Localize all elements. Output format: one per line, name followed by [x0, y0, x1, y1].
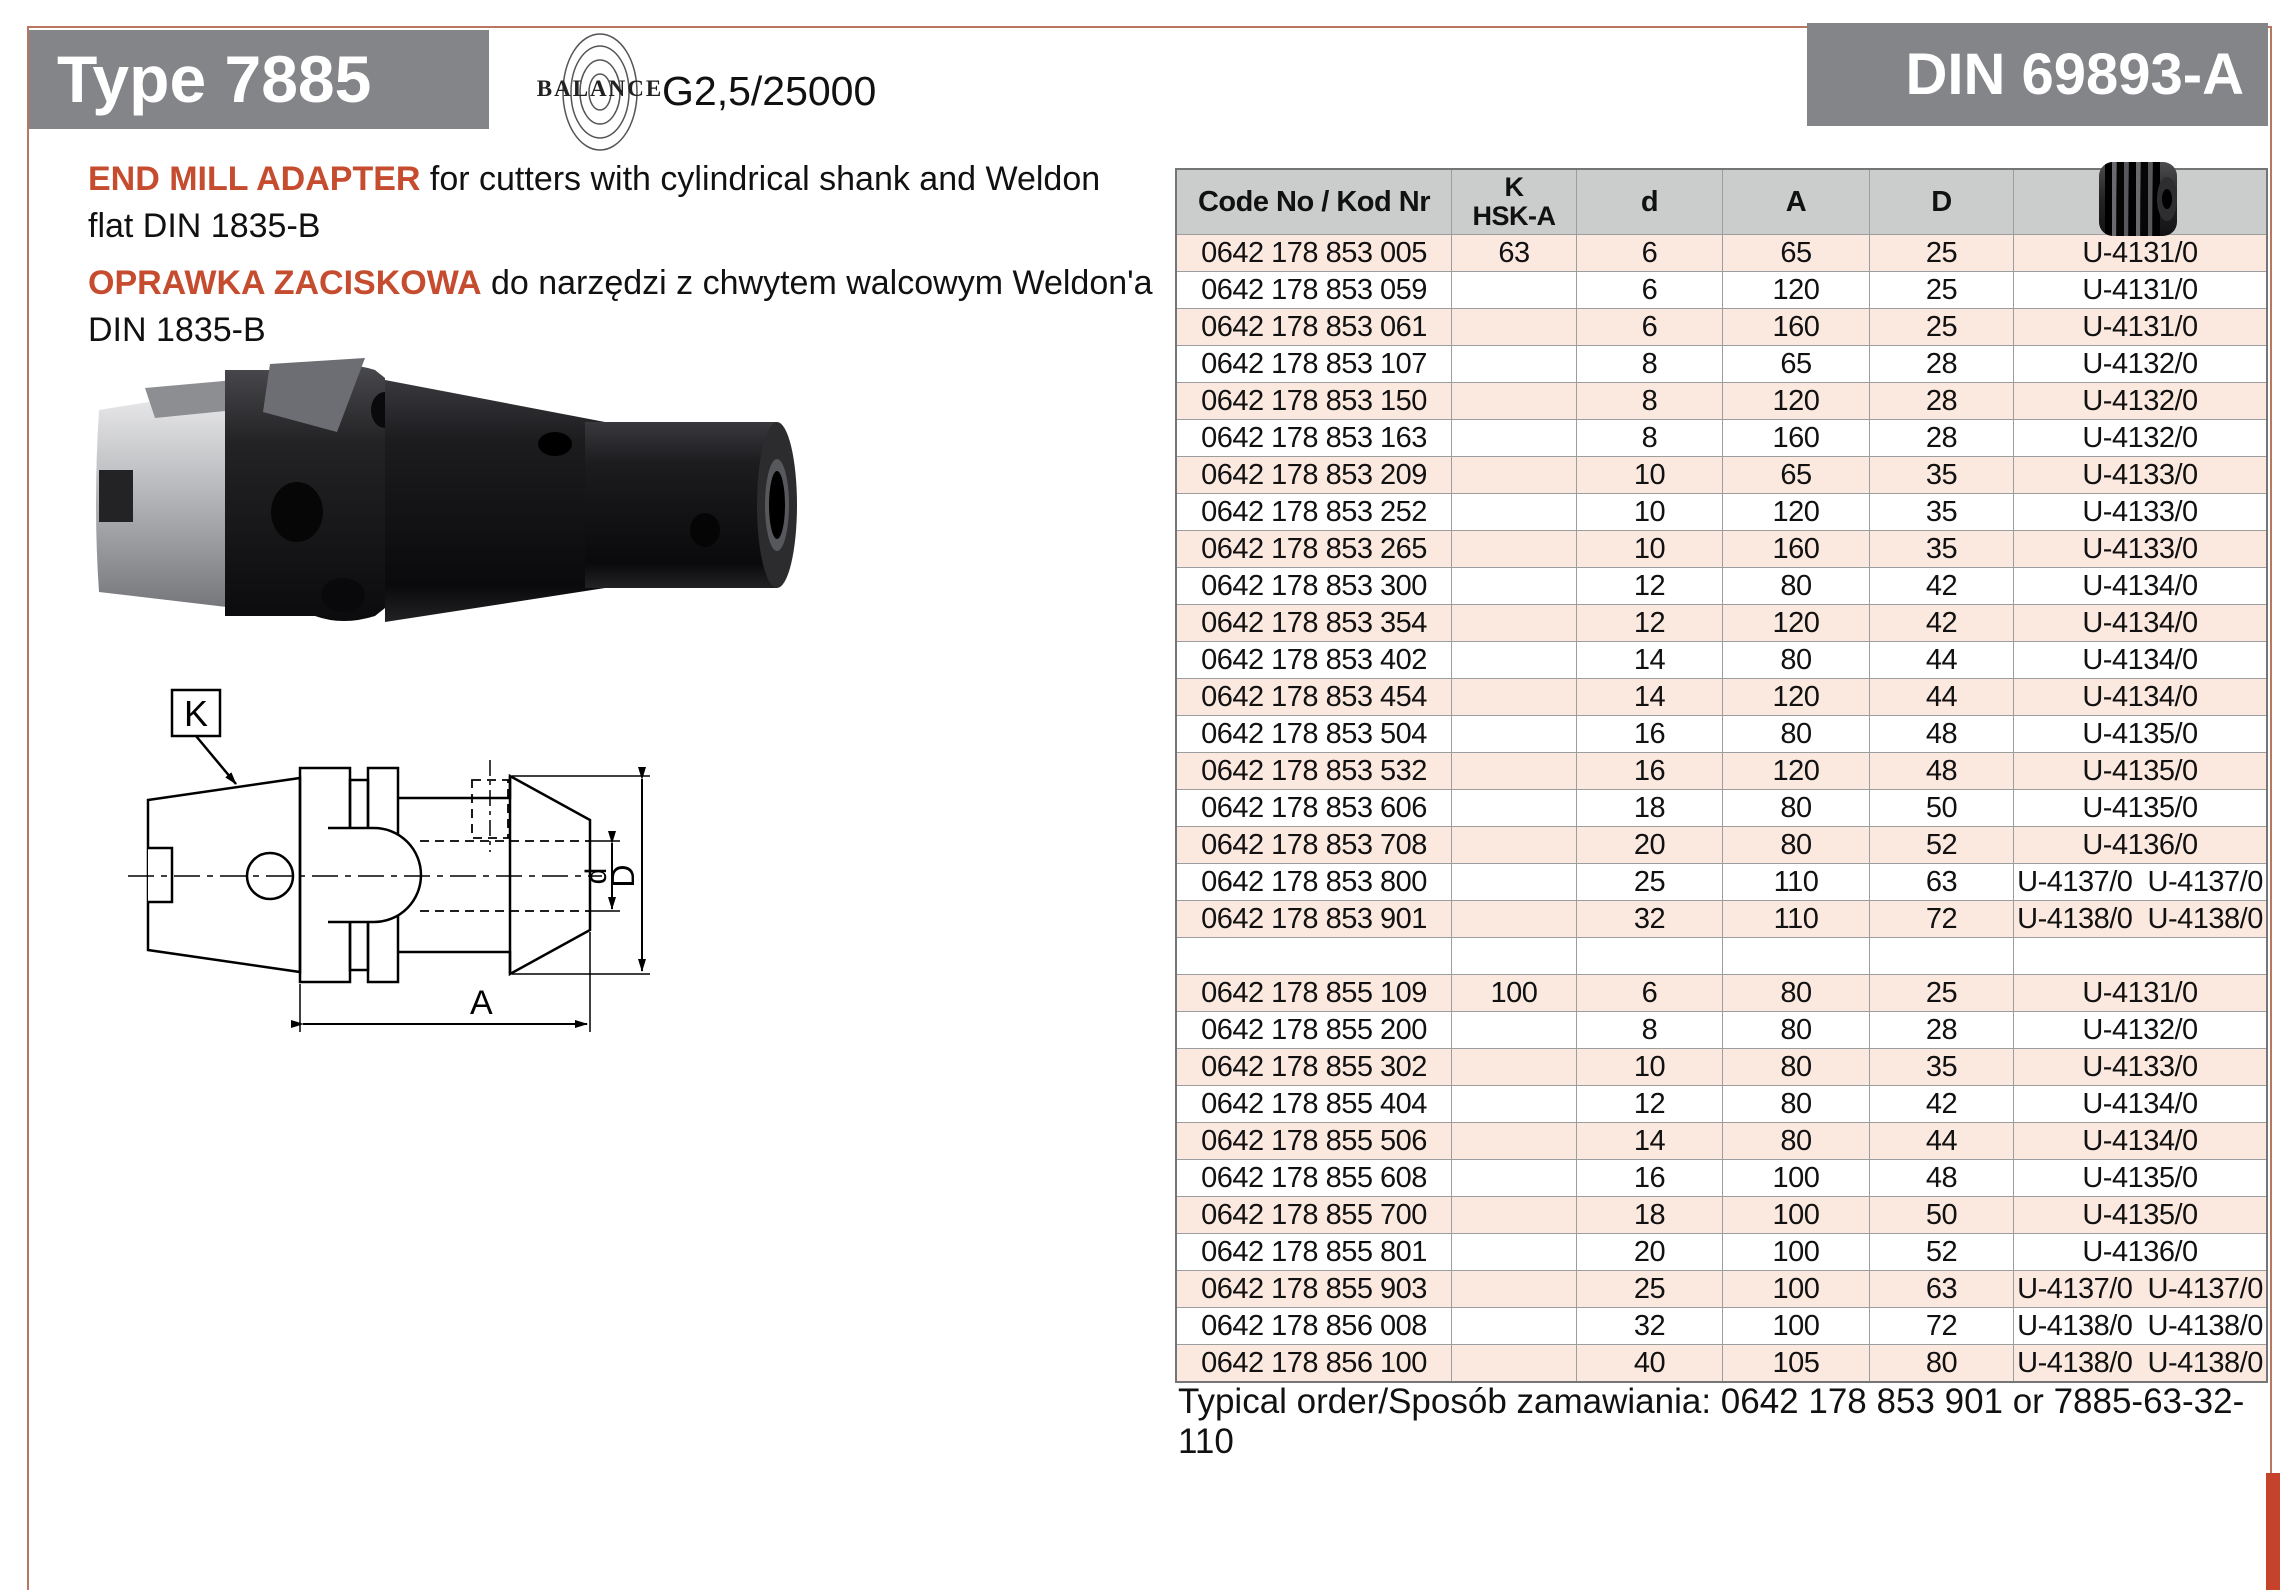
column-header-screw — [2014, 170, 2266, 234]
cell-code: 0642 178 855 608 — [1177, 1160, 1452, 1196]
cell-code: 0642 178 855 506 — [1177, 1123, 1452, 1159]
cell-d: 10 — [1577, 457, 1723, 493]
cell-screw: U-4132/0 — [2082, 421, 2198, 454]
balance-grade-value: G2,5/25000 — [662, 68, 877, 114]
cell-d: 16 — [1577, 716, 1723, 752]
cell-k — [1452, 1012, 1577, 1048]
cell-a: 80 — [1723, 642, 1870, 678]
column-header-big-d: D — [1870, 170, 2014, 234]
description-pl-line1 — [88, 260, 1168, 307]
cell-screw: U-4134/0 — [2082, 569, 2198, 602]
spec-table-body — [1177, 234, 2266, 1381]
cell-a: 80 — [1723, 716, 1870, 752]
cell-big_d: 25 — [1870, 975, 2014, 1011]
table-row — [1177, 567, 2266, 604]
cell-k — [1452, 716, 1577, 752]
cell-d: 14 — [1577, 679, 1723, 715]
cell-a: 80 — [1723, 1086, 1870, 1122]
cell-big_d: 28 — [1870, 383, 2014, 419]
table-row — [1177, 826, 2266, 863]
cell-screw: U-4132/0 — [2082, 347, 2198, 380]
cell-d: 16 — [1577, 1160, 1723, 1196]
cell-code: 0642 178 853 708 — [1177, 827, 1452, 863]
cell-big_d: 52 — [1870, 1234, 2014, 1270]
cell-d: 10 — [1577, 531, 1723, 567]
cell-code: 0642 178 853 265 — [1177, 531, 1452, 567]
table-row — [1177, 900, 2266, 937]
cell-screw: U-4131/0 — [2082, 310, 2198, 343]
table-row — [1177, 604, 2266, 641]
cell-screw: U-4133/0 — [2082, 495, 2198, 528]
cell-big_d: 50 — [1870, 1197, 2014, 1233]
cell-k — [1452, 1197, 1577, 1233]
cell-k — [1452, 864, 1577, 900]
table-row — [1177, 493, 2266, 530]
cell-a: 120 — [1723, 272, 1870, 308]
cell-a: 65 — [1723, 235, 1870, 271]
cell-d: 12 — [1577, 568, 1723, 604]
cell-code: 0642 178 853 800 — [1177, 864, 1452, 900]
drawing-label-big-d: D — [605, 864, 641, 888]
cell-big_d: 44 — [1870, 1123, 2014, 1159]
cell-big_d: 72 — [1870, 1308, 2014, 1344]
cell-big_d: 63 — [1870, 1271, 2014, 1307]
cell-d: 6 — [1577, 272, 1723, 308]
page-edge-tab — [2266, 1473, 2280, 1590]
cell-code: 0642 178 853 454 — [1177, 679, 1452, 715]
table-row — [1177, 234, 2266, 271]
cell-screw: U-4138/0 U-4138/0 — [2017, 902, 2263, 935]
description-en-line1 — [88, 156, 1168, 203]
cell-d: 6 — [1577, 975, 1723, 1011]
cell-big_d: 44 — [1870, 642, 2014, 678]
cell-big_d: 25 — [1870, 272, 2014, 308]
cell-code: 0642 178 853 606 — [1177, 790, 1452, 826]
table-row — [1177, 308, 2266, 345]
din-label: DIN 69893-A — [1905, 42, 2244, 107]
cell-d: 12 — [1577, 605, 1723, 641]
cell-k — [1452, 1234, 1577, 1270]
cell-k — [1452, 1086, 1577, 1122]
cell-code: 0642 178 853 504 — [1177, 716, 1452, 752]
table-row — [1177, 974, 2266, 1011]
cell-code: 0642 178 853 402 — [1177, 642, 1452, 678]
cell-k — [1452, 642, 1577, 678]
cell-code: 0642 178 853 163 — [1177, 420, 1452, 456]
cell-screw: U-4135/0 — [2082, 754, 2198, 787]
cell-k — [1452, 605, 1577, 641]
cell-big_d: 28 — [1870, 1012, 2014, 1048]
cell-screw: U-4137/0 U-4137/0 — [2017, 865, 2263, 898]
cell-a: 100 — [1723, 1160, 1870, 1196]
cell-code: 0642 178 853 300 — [1177, 568, 1452, 604]
type-label: Type 7885 — [57, 42, 372, 116]
cell-big_d: 80 — [1870, 1345, 2014, 1381]
column-header-k: K — [1504, 172, 1524, 202]
dimension-drawing — [120, 680, 660, 1070]
drawing-label-a: A — [470, 984, 493, 1022]
cell-screw: U-4132/0 — [2082, 384, 2198, 417]
table-row — [1177, 1122, 2266, 1159]
cell-code: 0642 178 856 008 — [1177, 1308, 1452, 1344]
cell-a: 65 — [1723, 346, 1870, 382]
cell-code: 0642 178 853 901 — [1177, 901, 1452, 937]
table-row — [1177, 1159, 2266, 1196]
balance-brand-label: BALANCE — [536, 76, 664, 101]
cell-big_d: 42 — [1870, 568, 2014, 604]
cell-screw: U-4134/0 — [2082, 1124, 2198, 1157]
cell-d — [1577, 938, 1723, 974]
description-en-rest: for cutters with cylindrical shank and Weldon — [420, 160, 1101, 198]
description-pl-line2: DIN 1835-B — [88, 311, 266, 349]
column-header-k-hska — [1452, 170, 1577, 234]
din-banner — [1807, 23, 2268, 126]
cell-code: 0642 178 855 903 — [1177, 1271, 1452, 1307]
table-row — [1177, 1233, 2266, 1270]
cell-screw: U-4136/0 — [2082, 828, 2198, 861]
cell-d: 20 — [1577, 827, 1723, 863]
cell-k — [1452, 531, 1577, 567]
cell-code: 0642 178 853 061 — [1177, 309, 1452, 345]
cell-big_d — [1870, 938, 2014, 974]
cell-code: 0642 178 855 109 — [1177, 975, 1452, 1011]
cell-a: 120 — [1723, 383, 1870, 419]
cell-k — [1452, 457, 1577, 493]
table-row — [1177, 1196, 2266, 1233]
cell-big_d: 50 — [1870, 790, 2014, 826]
cell-big_d: 25 — [1870, 309, 2014, 345]
cell-k — [1452, 1123, 1577, 1159]
cell-code: 0642 178 856 100 — [1177, 1345, 1452, 1381]
table-row — [1177, 789, 2266, 826]
cell-d: 8 — [1577, 1012, 1723, 1048]
cell-a: 100 — [1723, 1308, 1870, 1344]
cell-screw: U-4132/0 — [2082, 1013, 2198, 1046]
cell-k — [1452, 1049, 1577, 1085]
cell-d: 6 — [1577, 235, 1723, 271]
cell-d: 40 — [1577, 1345, 1723, 1381]
cell-d: 32 — [1577, 1308, 1723, 1344]
cell-screw: U-4133/0 — [2082, 458, 2198, 491]
cell-big_d: 42 — [1870, 1086, 2014, 1122]
description-en-highlight: END MILL ADAPTER — [88, 160, 421, 198]
table-row — [1177, 271, 2266, 308]
cell-k — [1452, 1271, 1577, 1307]
cell-screw — [2014, 938, 2266, 974]
table-row — [1177, 1344, 2266, 1381]
cell-k — [1452, 938, 1577, 974]
cell-a: 80 — [1723, 975, 1870, 1011]
cell-a: 160 — [1723, 531, 1870, 567]
cell-screw: U-4131/0 — [2082, 236, 2198, 269]
cell-a: 80 — [1723, 1012, 1870, 1048]
cell-a: 120 — [1723, 679, 1870, 715]
cell-screw: U-4137/0 U-4137/0 — [2017, 1272, 2263, 1305]
cell-code: 0642 178 855 404 — [1177, 1086, 1452, 1122]
cell-a: 120 — [1723, 605, 1870, 641]
cell-k — [1452, 790, 1577, 826]
cell-a: 160 — [1723, 309, 1870, 345]
cell-d: 14 — [1577, 642, 1723, 678]
table-row — [1177, 715, 2266, 752]
cell-k — [1452, 383, 1577, 419]
cell-code: 0642 178 853 150 — [1177, 383, 1452, 419]
cell-d: 32 — [1577, 901, 1723, 937]
cell-screw: U-4135/0 — [2082, 1161, 2198, 1194]
cell-a: 120 — [1723, 494, 1870, 530]
description-pl-highlight: OPRAWKA ZACISKOWA — [88, 264, 482, 302]
spec-table-header — [1177, 170, 2266, 234]
table-row — [1177, 1011, 2266, 1048]
cell-screw: U-4136/0 — [2082, 1235, 2198, 1268]
cell-k — [1452, 1308, 1577, 1344]
description-english — [88, 156, 1168, 250]
table-row-empty — [1177, 937, 2266, 974]
table-row — [1177, 456, 2266, 493]
cell-k — [1452, 827, 1577, 863]
cell-big_d: 25 — [1870, 235, 2014, 271]
cell-d: 8 — [1577, 383, 1723, 419]
cell-k — [1452, 420, 1577, 456]
description-en-line2: flat DIN 1835-B — [88, 207, 321, 245]
cell-k — [1452, 753, 1577, 789]
cell-k: 63 — [1452, 235, 1577, 271]
cell-a: 100 — [1723, 1271, 1870, 1307]
cell-big_d: 35 — [1870, 494, 2014, 530]
type-banner — [29, 30, 489, 129]
cell-d: 20 — [1577, 1234, 1723, 1270]
cell-d: 16 — [1577, 753, 1723, 789]
cell-d: 14 — [1577, 1123, 1723, 1159]
table-row — [1177, 345, 2266, 382]
table-row — [1177, 1085, 2266, 1122]
column-header-hska: HSK-A — [1472, 201, 1556, 231]
cell-code: 0642 178 853 209 — [1177, 457, 1452, 493]
table-row — [1177, 1270, 2266, 1307]
cell-k — [1452, 568, 1577, 604]
table-row — [1177, 419, 2266, 456]
cell-d: 10 — [1577, 1049, 1723, 1085]
drawing-label-k: K — [183, 693, 209, 734]
cell-a: 100 — [1723, 1234, 1870, 1270]
cell-a: 100 — [1723, 1197, 1870, 1233]
typical-order-note: Typical order/Sposób zamawiania: 0642 178 853 901 or 7885-63-32-110 — [1178, 1382, 2245, 1461]
cell-screw: U-4135/0 — [2082, 717, 2198, 750]
cell-screw: U-4131/0 — [2082, 273, 2198, 306]
table-row — [1177, 678, 2266, 715]
cell-a: 80 — [1723, 827, 1870, 863]
cell-big_d: 35 — [1870, 531, 2014, 567]
cell-code: 0642 178 855 200 — [1177, 1012, 1452, 1048]
cell-screw: U-4133/0 — [2082, 532, 2198, 565]
cell-big_d: 63 — [1870, 864, 2014, 900]
cell-big_d: 72 — [1870, 901, 2014, 937]
table-row — [1177, 1307, 2266, 1344]
cell-k — [1452, 309, 1577, 345]
cell-code — [1177, 938, 1452, 974]
cell-d: 6 — [1577, 309, 1723, 345]
cell-a: 105 — [1723, 1345, 1870, 1381]
cell-code: 0642 178 853 354 — [1177, 605, 1452, 641]
cell-code: 0642 178 855 801 — [1177, 1234, 1452, 1270]
cell-a: 160 — [1723, 420, 1870, 456]
cell-k — [1452, 346, 1577, 382]
cell-d: 8 — [1577, 420, 1723, 456]
table-row — [1177, 530, 2266, 567]
page-frame-left — [27, 26, 29, 1590]
cell-code: 0642 178 853 107 — [1177, 346, 1452, 382]
cell-k — [1452, 679, 1577, 715]
cell-code: 0642 178 853 252 — [1177, 494, 1452, 530]
cell-big_d: 42 — [1870, 605, 2014, 641]
cell-d: 10 — [1577, 494, 1723, 530]
cell-a: 80 — [1723, 568, 1870, 604]
cell-code: 0642 178 855 700 — [1177, 1197, 1452, 1233]
cell-a: 80 — [1723, 1049, 1870, 1085]
column-header-code: Code No / Kod Nr — [1177, 170, 1452, 234]
table-row — [1177, 1048, 2266, 1085]
cell-screw: U-4131/0 — [2082, 976, 2198, 1009]
cell-screw: U-4134/0 — [2082, 643, 2198, 676]
cell-a: 110 — [1723, 901, 1870, 937]
cell-d: 18 — [1577, 790, 1723, 826]
cell-code: 0642 178 853 532 — [1177, 753, 1452, 789]
cell-d: 25 — [1577, 1271, 1723, 1307]
cell-a: 110 — [1723, 864, 1870, 900]
spec-table — [1175, 168, 2268, 1383]
cell-big_d: 48 — [1870, 753, 2014, 789]
cell-screw: U-4138/0 U-4138/0 — [2017, 1309, 2263, 1342]
cell-big_d: 48 — [1870, 716, 2014, 752]
cell-d: 18 — [1577, 1197, 1723, 1233]
cell-code: 0642 178 853 005 — [1177, 235, 1452, 271]
cell-screw: U-4135/0 — [2082, 791, 2198, 824]
cell-k — [1452, 1345, 1577, 1381]
cell-a: 80 — [1723, 790, 1870, 826]
cell-big_d: 28 — [1870, 346, 2014, 382]
cell-big_d: 28 — [1870, 420, 2014, 456]
cell-screw: U-4133/0 — [2082, 1050, 2198, 1083]
cell-k — [1452, 901, 1577, 937]
cell-screw: U-4134/0 — [2082, 606, 2198, 639]
cell-d: 12 — [1577, 1086, 1723, 1122]
cell-a: 80 — [1723, 1123, 1870, 1159]
column-header-d: d — [1577, 170, 1723, 234]
cell-a: 65 — [1723, 457, 1870, 493]
cell-big_d: 35 — [1870, 1049, 2014, 1085]
cell-d: 25 — [1577, 864, 1723, 900]
table-row — [1177, 641, 2266, 678]
product-photo — [85, 340, 825, 650]
drawing-label-d: d — [580, 867, 613, 885]
cell-screw: U-4134/0 — [2082, 680, 2198, 713]
cell-big_d: 35 — [1870, 457, 2014, 493]
cell-k — [1452, 1160, 1577, 1196]
page-frame-right — [2270, 26, 2272, 1590]
cell-screw: U-4138/0 U-4138/0 — [2017, 1346, 2263, 1379]
cell-big_d: 52 — [1870, 827, 2014, 863]
description-pl-rest: do narzędzi z chwytem walcowym Weldon'a — [481, 264, 1153, 302]
cell-k — [1452, 272, 1577, 308]
cell-a — [1723, 938, 1870, 974]
table-row — [1177, 863, 2266, 900]
cell-screw: U-4134/0 — [2082, 1087, 2198, 1120]
cell-k: 100 — [1452, 975, 1577, 1011]
cell-code: 0642 178 853 059 — [1177, 272, 1452, 308]
set-screw-image — [2097, 160, 2183, 238]
column-header-a: A — [1723, 170, 1870, 234]
cell-d: 8 — [1577, 346, 1723, 382]
cell-a: 120 — [1723, 753, 1870, 789]
cell-k — [1452, 494, 1577, 530]
cell-screw: U-4135/0 — [2082, 1198, 2198, 1231]
cell-big_d: 44 — [1870, 679, 2014, 715]
cell-code: 0642 178 855 302 — [1177, 1049, 1452, 1085]
cell-big_d: 48 — [1870, 1160, 2014, 1196]
table-row — [1177, 382, 2266, 419]
table-row — [1177, 752, 2266, 789]
